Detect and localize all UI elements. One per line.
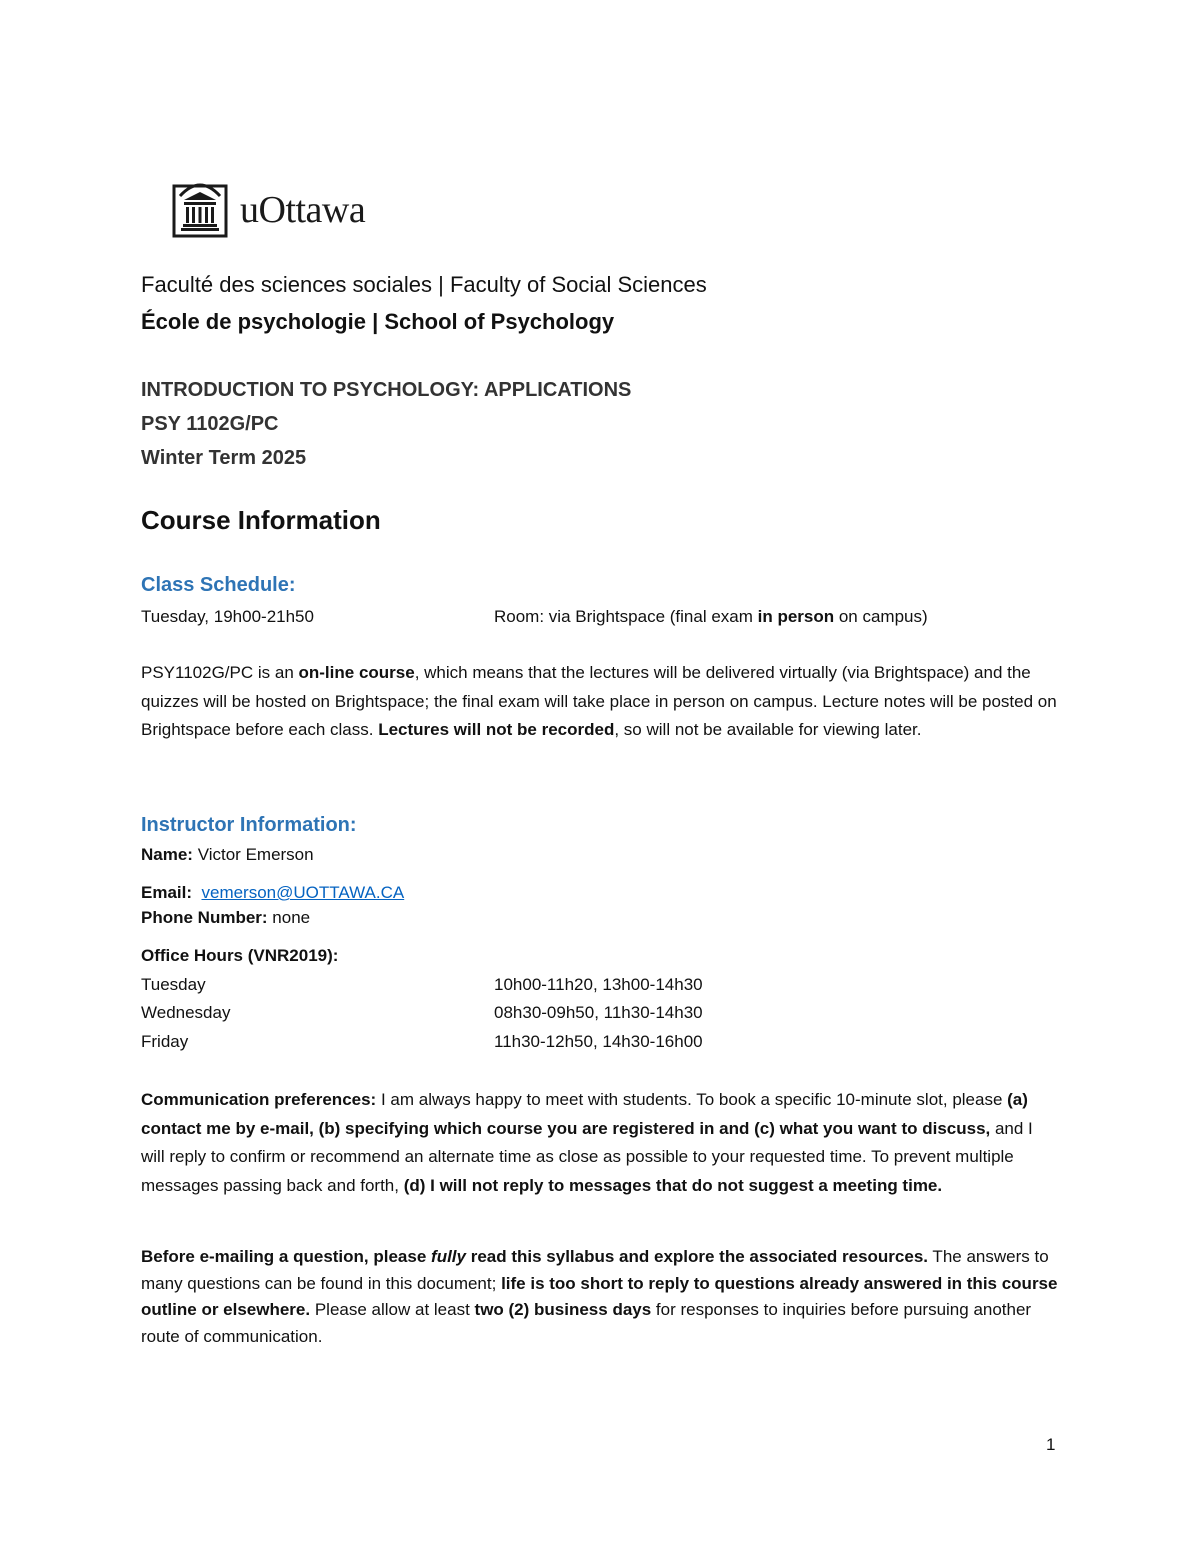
schedule-day-time: Tuesday, 19h00-21h50 (141, 607, 314, 626)
instructor-heading: Instructor Information: (141, 814, 357, 836)
uottawa-logo (172, 176, 412, 240)
page-number: 1 (1046, 1435, 1056, 1454)
logo-wordmark: uOttawa (240, 189, 366, 231)
email-link[interactable]: vemerson@UOTTAWA.CA (201, 883, 405, 902)
instructor-phone: Phone Number: none (141, 908, 311, 927)
course-term: Winter Term 2025 (141, 447, 307, 469)
email-guidelines: Before e-mailing a question, please fully read this syllabus and explore the associated resources. The answers to many questions can be found in this document; life is too short to reply to questions already answered in this course outline or elsewhere. Please allow at least two (2) business days for responses to inquiries before pursuing another route of communication. (141, 1247, 1058, 1346)
class-schedule-heading: Class Schedule: (141, 574, 296, 596)
course-title: INTRODUCTION TO PSYCHOLOGY: APPLICATIONS (141, 379, 632, 401)
course-code: PSY 1102G/PC (141, 413, 279, 435)
schedule-room: Room: via Brightspace (final exam in person on campus) (494, 607, 928, 626)
office-hours-times: 08h30-09h50, 11h30-14h30 (494, 1003, 703, 1022)
communication-preferences: Communication preferences: I am always happy to meet with students. To book a specific 10-minute slot, please (a) contact me by e-mail, (b) specifying which course you are registered in and (c) what you want to discuss, and I will reply to confirm or recommend an alternate time as close as possible to your requested time. To prevent multiple messages passing back and forth, (d) I will not reply to messages that do not suggest a meeting time. (141, 1090, 1033, 1195)
office-hours-day: Tuesday (141, 975, 206, 994)
school-line: École de psychologie | School of Psychology (141, 309, 615, 334)
instructor-email: Email: vemerson@UOTTAWA.CA (141, 883, 405, 902)
university-building-icon (172, 176, 228, 238)
instructor-name: Name: Victor Emerson (141, 845, 314, 864)
office-hours-day: Wednesday (141, 1003, 231, 1022)
office-hours-day: Friday (141, 1032, 189, 1051)
office-hours-label: Office Hours (VNR2019): (141, 946, 339, 965)
office-hours-times: 10h00-11h20, 13h00-14h30 (494, 975, 703, 994)
faculty-line: Faculté des sciences sociales | Faculty of Social Sciences (141, 272, 707, 297)
section-title: Course Information (141, 505, 381, 535)
office-hours-times: 11h30-12h50, 14h30-16h00 (494, 1032, 703, 1051)
course-description: PSY1102G/PC is an on-line course, which means that the lectures will be delivered virtually (via Brightspace) and the quizzes will be hosted on Brightspace; the final exam will take place in person on campus. Lecture notes will be posted on Brightspace before each class. Lectures will not be recorded, so will not be available for viewing later. (141, 663, 1057, 739)
